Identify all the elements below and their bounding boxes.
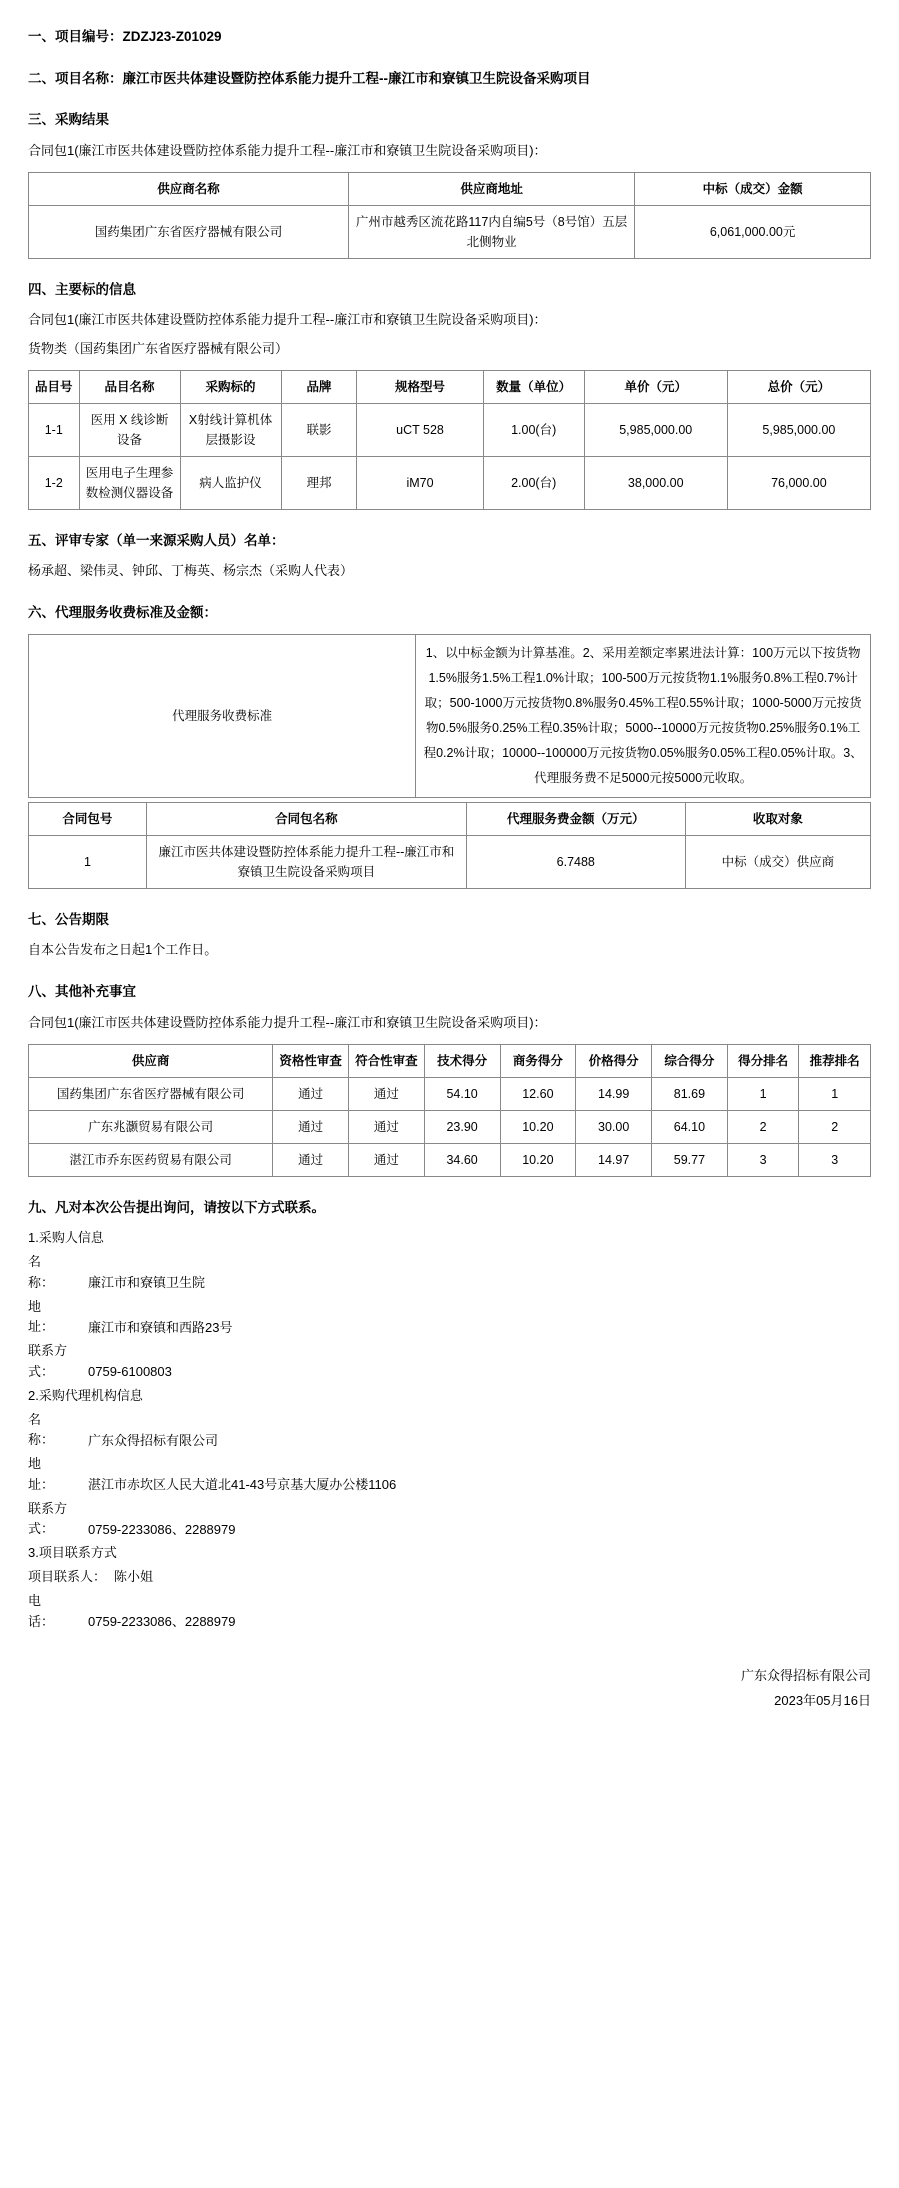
items-col-target: 采购标的	[180, 370, 281, 403]
project-person-value: 陈小姐	[114, 1569, 154, 1585]
buyer-name-row	[28, 1252, 871, 1294]
fee-standard-text: 1、以中标金额为计算基准。2、采用差额定率累进法计算：100万元以下按货物1.5%服务1.5%工程1.0%计取；100-500万元按货物1.1%服务0.8%工程0.7%计取；500-1000万元按货物0.8%服务0.45%工程0.55%计取；1000-5000万元按货物0.5%服务0.25%工程0.35%计取；5000--10000万元按货物0.25%服务0.1%工程0.2%计取；10000--100000万元按货物0.05%服务0.05%工程0.05%计取。3、代理服务费不足5000元按5000元收取。	[416, 634, 871, 797]
item-target: X射线计算机体层摄影设	[180, 403, 281, 456]
score-tech: 34.60	[424, 1143, 500, 1176]
section-supplement: 八、其他补充事宜	[28, 984, 136, 1000]
score-col-price: 价格得分	[576, 1044, 652, 1077]
items-col-qty: 数量（单位）	[483, 370, 584, 403]
fee-package-name: 廉江市医共体建设暨防控体系能力提升工程--廉江市和寮镇卫生院设备采购项目	[146, 835, 466, 888]
project-contact-heading: 3.项目联系方式	[28, 1545, 117, 1561]
section-notice-period: 七、公告期限	[28, 911, 109, 927]
score-total: 59.77	[652, 1143, 728, 1176]
score-total: 64.10	[652, 1110, 728, 1143]
buyer-name-label: 名 称：	[28, 1253, 68, 1290]
footer-company: 广东众得招标有限公司	[740, 1668, 871, 1684]
notice-period-text: 自本公告发布之日起1个工作日。	[28, 942, 218, 958]
score-supplier: 国药集团广东省医疗器械有限公司	[29, 1077, 273, 1110]
item-no: 1-1	[29, 403, 80, 456]
recommend-rank: 1	[799, 1077, 871, 1110]
table-row	[29, 456, 871, 509]
result-address: 广州市越秀区流花路117内自编5号（8号馆）五层北侧物业	[348, 205, 634, 258]
score-col-tech: 技术得分	[424, 1044, 500, 1077]
item-total-price: 76,000.00	[727, 456, 870, 509]
score-price: 14.97	[576, 1143, 652, 1176]
table-row	[29, 1077, 871, 1110]
agency-fee-amount-table	[28, 802, 871, 889]
score-qualification: 通过	[273, 1110, 349, 1143]
fee-col-package-name: 合同包名称	[146, 802, 466, 835]
item-qty: 2.00(台)	[483, 456, 584, 509]
fee-standard-label: 代理服务收费标准	[29, 634, 416, 797]
experts-names: 杨承超、梁伟灵、钟邱、丁梅英、杨宗杰（采购人代表）	[28, 563, 354, 579]
section-procurement-result: 三、采购结果	[28, 112, 109, 128]
item-qty: 1.00(台)	[483, 403, 584, 456]
section-review-experts: 五、评审专家（单一来源采购人员）名单：	[28, 532, 285, 548]
agency-address-row	[28, 1454, 871, 1496]
item-name: 医用 X 线诊断设备	[79, 403, 180, 456]
document-footer	[28, 1666, 871, 1712]
project-tel-label: 电 话：	[28, 1592, 68, 1629]
score-price: 14.99	[576, 1077, 652, 1110]
item-unit-price: 38,000.00	[584, 456, 727, 509]
buyer-tel-value: 0759-6100803	[88, 1363, 172, 1379]
fee-col-amount: 代理服务费金额（万元）	[466, 802, 685, 835]
table-row	[29, 1110, 871, 1143]
table-row	[29, 634, 871, 797]
item-name: 医用电子生理参数检测仪器设备	[79, 456, 180, 509]
supplement-package-line: 合同包1(廉江市医共体建设暨防控体系能力提升工程--廉江市和寮镇卫生院设备采购项目)：	[28, 1014, 547, 1030]
agency-heading: 2.采购代理机构信息	[28, 1387, 143, 1403]
table-header-row	[29, 370, 871, 403]
score-business: 10.20	[500, 1110, 576, 1143]
result-package-line: 合同包1(廉江市医共体建设暨防控体系能力提升工程--廉江市和寮镇卫生院设备采购项目)：	[28, 142, 547, 158]
score-rank: 1	[727, 1077, 799, 1110]
section-contacts: 九、凡对本次公告提出询问，请按以下方式联系。	[28, 1199, 325, 1215]
item-no: 1-2	[29, 456, 80, 509]
supplement-score-table	[28, 1044, 871, 1177]
item-brand: 联影	[281, 403, 357, 456]
score-col-score-rank: 得分排名	[727, 1044, 799, 1077]
agency-tel-value: 0759-2233086、2288979	[88, 1521, 236, 1537]
fee-package-no: 1	[29, 835, 147, 888]
project-tel-row	[28, 1591, 871, 1633]
buyer-address-label: 地 址：	[28, 1298, 68, 1335]
agency-name-value: 广东众得招标有限公司	[88, 1432, 219, 1448]
items-col-name: 品目名称	[79, 370, 180, 403]
score-compliance: 通过	[348, 1110, 424, 1143]
fee-col-package-no: 合同包号	[29, 802, 147, 835]
items-col-model: 规格型号	[357, 370, 483, 403]
score-rank: 3	[727, 1143, 799, 1176]
score-col-qualification: 资格性审查	[273, 1044, 349, 1077]
project-person-label: 项目联系人：	[28, 1569, 107, 1585]
score-col-recommend-rank: 推荐排名	[799, 1044, 871, 1077]
buyer-heading: 1.采购人信息	[28, 1230, 104, 1246]
result-col-address: 供应商地址	[348, 172, 634, 205]
item-model: iM70	[357, 456, 483, 509]
agency-name-label: 名 称：	[28, 1411, 68, 1448]
buyer-address-row	[28, 1297, 871, 1339]
agency-address-value: 湛江市赤坎区人民大道北41-43号京基大厦办公楼1106	[88, 1476, 397, 1492]
section-main-items: 四、主要标的信息	[28, 281, 136, 297]
fee-payer: 中标（成交）供应商	[685, 835, 870, 888]
table-header-row	[29, 802, 871, 835]
section-agency-fee: 六、代理服务收费标准及金额：	[28, 605, 217, 621]
item-model: uCT 528	[357, 403, 483, 456]
table-row	[29, 403, 871, 456]
section-project-number: 一、项目编号：ZDZJ23-Z01029	[28, 29, 222, 44]
score-total: 81.69	[652, 1077, 728, 1110]
buyer-address-value: 廉江市和寮镇和西路23号	[88, 1319, 233, 1335]
table-header-row	[29, 1044, 871, 1077]
main-items-table	[28, 370, 871, 510]
agency-name-row	[28, 1410, 871, 1452]
buyer-name-value: 廉江市和寮镇卫生院	[88, 1274, 206, 1290]
score-price: 30.00	[576, 1110, 652, 1143]
score-business: 12.60	[500, 1077, 576, 1110]
score-col-compliance: 符合性审查	[348, 1044, 424, 1077]
table-row	[29, 835, 871, 888]
items-col-brand: 品牌	[281, 370, 357, 403]
score-compliance: 通过	[348, 1143, 424, 1176]
score-qualification: 通过	[273, 1077, 349, 1110]
items-col-no: 品目号	[29, 370, 80, 403]
score-supplier: 湛江市乔东医药贸易有限公司	[29, 1143, 273, 1176]
project-person-row	[28, 1567, 871, 1588]
section-project-name: 二、项目名称：廉江市医共体建设暨防控体系能力提升工程--廉江市和寮镇卫生院设备采购项目	[28, 70, 591, 86]
footer-date: 2023年05月16日	[774, 1693, 871, 1709]
fee-col-payer: 收取对象	[685, 802, 870, 835]
score-supplier: 广东兆灏贸易有限公司	[29, 1110, 273, 1143]
table-row	[29, 205, 871, 258]
result-col-supplier: 供应商名称	[29, 172, 349, 205]
table-row	[29, 1143, 871, 1176]
items-col-total-price: 总价（元）	[727, 370, 870, 403]
main-items-category-line: 货物类（国药集团广东省医疗器械有限公司）	[28, 340, 289, 356]
recommend-rank: 3	[799, 1143, 871, 1176]
item-brand: 理邦	[281, 456, 357, 509]
result-supplier: 国药集团广东省医疗器械有限公司	[29, 205, 349, 258]
score-tech: 54.10	[424, 1077, 500, 1110]
project-tel-value: 0759-2233086、2288979	[88, 1613, 236, 1629]
items-col-unit-price: 单价（元）	[584, 370, 727, 403]
buyer-tel-row	[28, 1341, 871, 1383]
fee-amount: 6.7488	[466, 835, 685, 888]
agency-fee-standard-table	[28, 634, 871, 798]
table-header-row	[29, 172, 871, 205]
result-col-amount: 中标（成交）金额	[635, 172, 871, 205]
score-compliance: 通过	[348, 1077, 424, 1110]
buyer-tel-label: 联系方式：	[28, 1343, 68, 1379]
item-unit-price: 5,985,000.00	[584, 403, 727, 456]
main-items-package-line: 合同包1(廉江市医共体建设暨防控体系能力提升工程--廉江市和寮镇卫生院设备采购项目)：	[28, 312, 547, 328]
agency-tel-label: 联系方式：	[28, 1500, 68, 1537]
result-amount: 6,061,000.00元	[635, 205, 871, 258]
score-rank: 2	[727, 1110, 799, 1143]
result-table	[28, 172, 871, 259]
agency-tel-row	[28, 1499, 871, 1541]
score-tech: 23.90	[424, 1110, 500, 1143]
item-total-price: 5,985,000.00	[727, 403, 870, 456]
agency-address-label: 地 址：	[28, 1456, 68, 1492]
score-col-total: 综合得分	[652, 1044, 728, 1077]
item-target: 病人监护仪	[180, 456, 281, 509]
score-col-supplier: 供应商	[29, 1044, 273, 1077]
score-qualification: 通过	[273, 1143, 349, 1176]
score-business: 10.20	[500, 1143, 576, 1176]
recommend-rank: 2	[799, 1110, 871, 1143]
score-col-business: 商务得分	[500, 1044, 576, 1077]
